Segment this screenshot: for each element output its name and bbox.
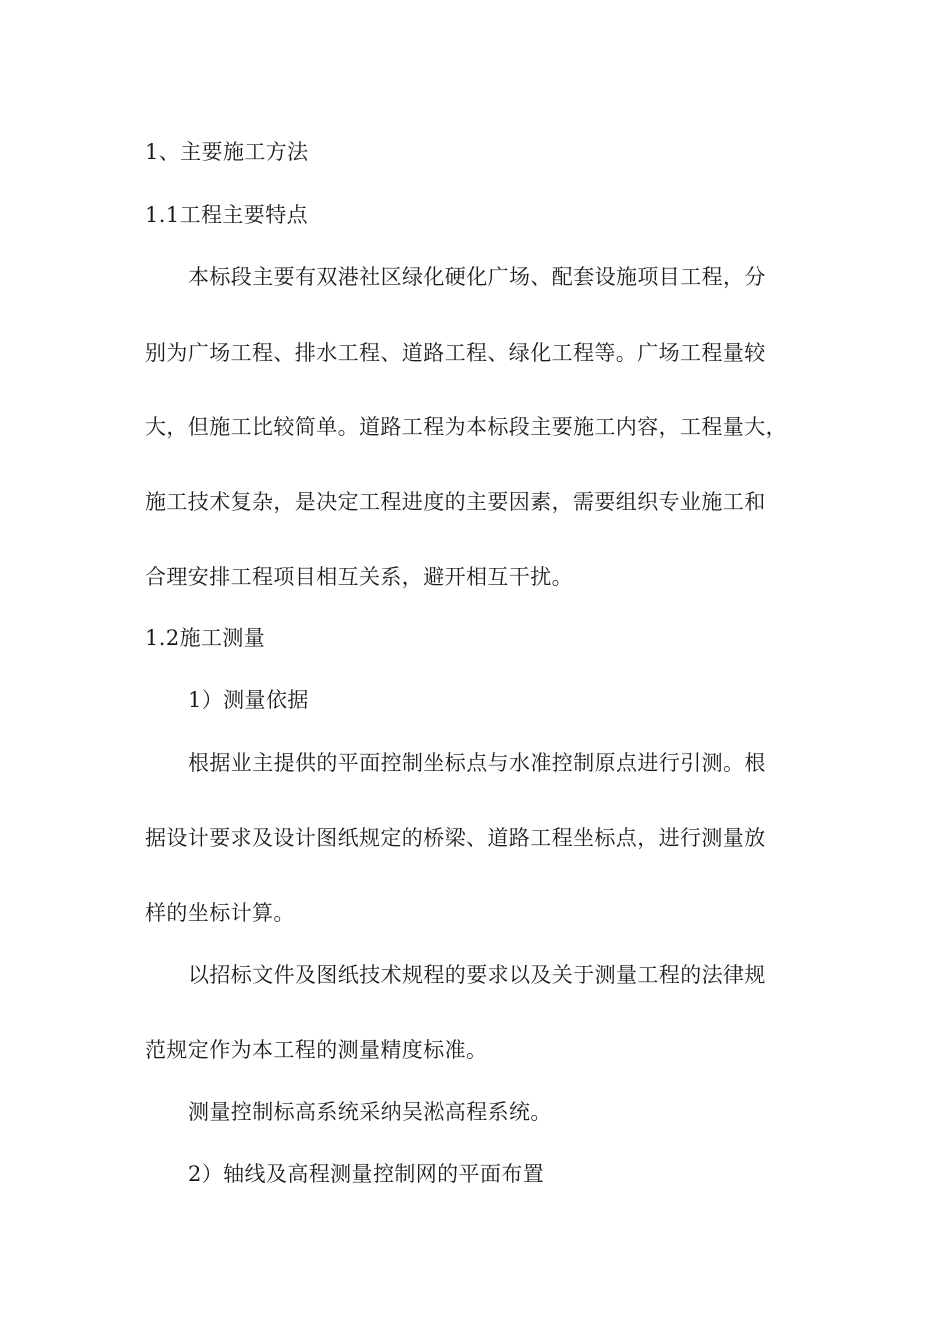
paragraph-line: 大，但施工比较简单。道路工程为本标段主要施工内容，工程量大， [145,415,787,439]
paragraph-line: 根据业主提供的平面控制坐标点与水准控制原点进行引测。根 [188,751,766,775]
paragraph-line: 据设计要求及设计图纸规定的桥梁、道路工程坐标点，进行测量放 [145,826,766,850]
paragraph-line: 施工技术复杂，是决定工程进度的主要因素，需要组织专业施工和 [145,490,766,514]
paragraph-line: 以招标文件及图纸技术规程的要求以及关于测量工程的法律规 [188,963,766,987]
paragraph-line: 范规定作为本工程的测量精度标准。 [145,1038,488,1062]
section-heading-1-1: 1.1工程主要特点 [145,203,308,227]
paragraph-line: 别为广场工程、排水工程、道路工程、绿化工程等。广场工程量较 [145,341,766,365]
paragraph-line: 样的坐标计算。 [145,901,295,925]
paragraph-elevation-system: 测量控制标高系统采纳吴淞高程系统。 [188,1100,552,1124]
subheading-control-network: 2）轴线及高程测量控制网的平面布置 [188,1162,545,1186]
paragraph-line: 合理安排工程项目相互关系，避开相互干扰。 [145,565,573,589]
subheading-survey-basis: 1）测量依据 [188,688,309,712]
section-heading-1: 1、主要施工方法 [145,140,309,164]
paragraph-line: 本标段主要有双港社区绿化硬化广场、配套设施项目工程，分 [188,265,766,289]
section-heading-1-2: 1.2施工测量 [145,626,266,650]
